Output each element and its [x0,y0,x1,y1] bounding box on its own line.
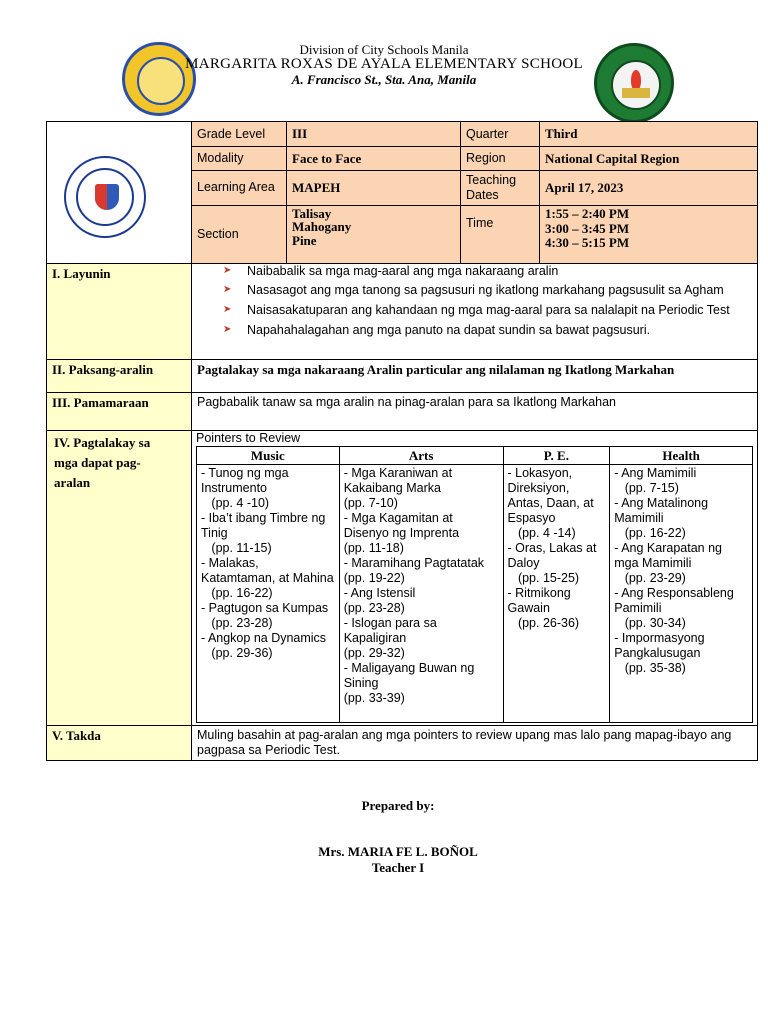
pointer-line: - Ang Istensil [343,585,416,600]
pointer-line: (pp. 26-36) [507,615,580,630]
pointer-line: - Tunog ng mga Instrumento [201,465,293,495]
pamamaraan-text: Pagbabalik tanaw sa mga aralin na pinag-aralan para sa Ikatlong Markahan [192,392,758,430]
time-1: 1:55 – 2:40 PM [545,205,630,221]
health-column [610,464,753,722]
pointer-line: - Ritmikong Gawain [507,585,575,615]
time-label: Time [461,205,540,263]
section-mahogany: Mahogany [292,219,352,235]
time-3: 4:30 – 5:15 PM [545,235,630,251]
arrow-bullet-icon: ➤ [223,284,232,296]
pamamaraan-label: III. Pamamaraan [47,392,192,430]
pointer-line: (pp. 29-32) [343,645,405,660]
quarter-value: Third [540,122,758,147]
music-header: Music [197,446,340,464]
pointer-line: - Mga Kagamitan at Disenyo ng Imprenta [343,510,460,540]
pointer-line: (pp. 15-25) [507,570,580,585]
pointer-line: (pp. 7-10) [343,495,398,510]
music-column [197,464,340,722]
pointer-line: - Impormasyong Pangkalusugan [614,630,709,660]
time-values [540,205,758,263]
pagtalakay-content [192,430,758,726]
pointer-line: - Maligayang Buwan ng Sining [343,660,478,690]
pointer-line: (pp. 11-15) [201,540,272,555]
pe-column [503,464,610,722]
layunin-content [192,263,758,359]
teaching-dates-label: Teaching Dates [461,171,540,206]
school-address: A. Francisco St., Sta. Ana, Manila [291,72,477,87]
arts-column [339,464,503,722]
teacher-name: Mrs. MARIA FE L. BOÑOL [318,844,478,859]
pointers-table [196,446,753,723]
learning-area-label: Learning Area [192,171,287,206]
section-talisay: Talisay [292,205,332,221]
pointer-line: - Pagtugon sa Kumpas [201,600,329,615]
learning-area-value: MAPEH [287,171,461,206]
time-2: 3:00 – 3:45 PM [545,220,630,236]
modality-value: Face to Face [287,147,461,171]
section-values [287,205,461,263]
objective-item: ➤ Naibabalik sa mga mag-aaral ang mga nakaraang aralin [223,263,559,278]
takda-text: Muling basahin at pag-aralan ang mga pointers to review upang mas lalo pang mapag-ibayo ang pagpasa sa Periodic Test. [192,726,758,761]
pointers-title: Pointers to Review [196,430,301,445]
pointer-line: (pp. 30-34) [614,615,686,630]
school-name: MARGARITA ROXAS DE AYALA ELEMENTARY SCHOOL [185,56,583,72]
deped-seal [64,156,146,238]
grade-level-value: III [287,122,461,147]
takda-label: V. Takda [47,726,192,761]
arrow-bullet-icon: ➤ [223,264,232,276]
region-label: Region [461,147,540,171]
prepared-by-label: Prepared by: [361,798,435,813]
pointer-line: (pp. 23-28) [201,615,273,630]
pointer-line: - Ang Matalinong Mamimili [614,495,712,525]
pointer-line: (pp. 23-29) [614,570,686,585]
pagtalakay-label: IV. Pagtalakay sa mga dapat pag-aralan [47,430,192,726]
pointer-line: - Oras, Lakas at Daloy [507,540,600,570]
pointer-line: (pp. 16-22) [201,585,273,600]
teacher-position: Teacher I [371,860,425,875]
pointer-line: - Ang Mamimili [614,465,697,480]
pointer-line: - Maramihang Pagtatatak [343,555,485,570]
pointer-line: (pp. 4 -14) [507,525,576,540]
pointer-line: - Mga Karaniwan at Kakaibang Marka [343,465,456,495]
pe-header: P. E. [503,446,610,464]
pointer-line: (pp. 4 -10) [201,495,270,510]
section-label: Section [192,205,287,263]
pointer-line: (pp. 35-38) [614,660,686,675]
modality-label: Modality [192,147,287,171]
quarter-label: Quarter [461,122,540,147]
grade-level-label: Grade Level [192,122,287,147]
pointer-line: (pp. 7-15) [614,480,679,495]
lesson-plan-table [46,121,758,761]
pointer-line: (pp. 33-39) [343,690,405,705]
pointer-line: - Angkop na Dynamics [201,630,327,645]
arts-header: Arts [339,446,503,464]
pointer-line: - Islogan para sa Kapaligiran [343,615,441,645]
arrow-bullet-icon: ➤ [223,323,232,335]
pointer-line: - Lokasyon, Direksiyon, Antas, Daan, at Espasyo [507,465,598,525]
pointer-line: - Ang Responsableng Pamimili [614,585,738,615]
paksang-aralin-text: Pagtalakay sa mga nakaraang Aralin particular ang nilalaman ng Ikatlong Markahan [192,359,758,392]
arrow-bullet-icon: ➤ [223,304,232,316]
pointer-line: - Iba’t ibang Timbre ng Tinig [201,510,329,540]
pointer-line: (pp. 19-22) [343,570,405,585]
teaching-dates-value: April 17, 2023 [540,171,758,206]
division-title: Division of City Schools Manila [299,42,469,57]
pointer-line: (pp. 29-36) [201,645,273,660]
health-header: Health [610,446,753,464]
pointer-line: - Ang Karapatan ng mga Mamimili [614,540,726,570]
objective-item: ➤ Naisasakatuparan ang kahandaan ng mga mag-aaral para sa nalalapit na Periodic Test [223,303,730,318]
region-value: National Capital Region [540,147,758,171]
objective-item: ➤ Nasasagot ang mga tanong sa pagsusuri ng ikatlong markahang pagsusulit sa Agham [223,283,724,298]
objective-item: ➤ Napahahalagahan ang mga panuto na dapat sundin sa bawat pagsusuri. [223,322,651,337]
layunin-label: I. Layunin [47,263,192,359]
pointer-line: (pp. 23-28) [343,600,405,615]
pointer-line: (pp. 11-18) [343,540,404,555]
paksang-aralin-label: II. Paksang-aralin [47,359,192,392]
pointer-line: - Malakas, Katamtaman, at Mahina [201,555,334,585]
section-pine: Pine [292,232,317,248]
pointer-line: (pp. 16-22) [614,525,686,540]
